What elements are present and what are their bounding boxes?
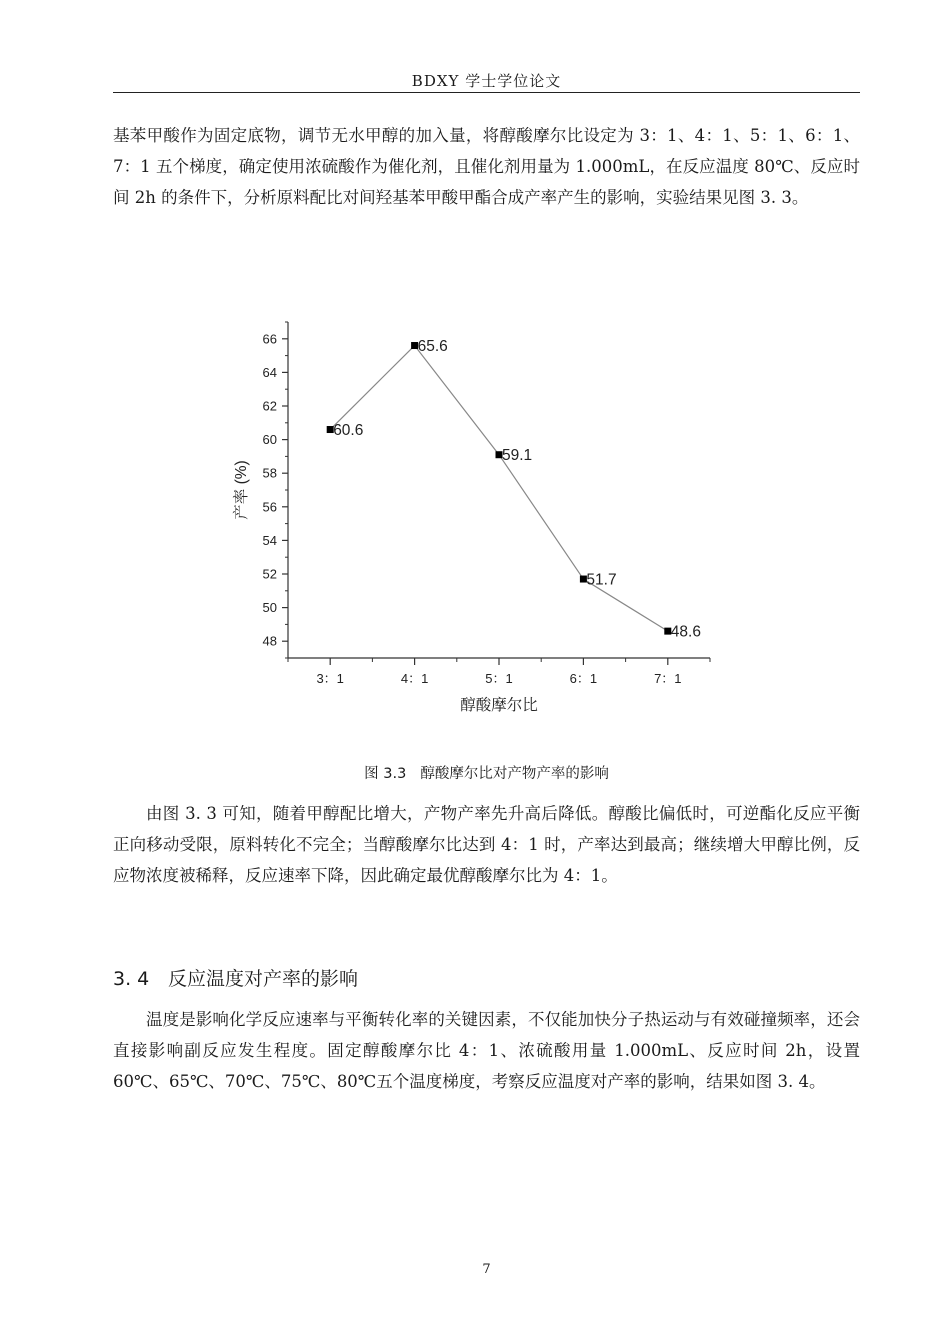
section-heading — [113, 964, 358, 991]
x-tick-label: 7：1 — [654, 671, 682, 686]
yield-chart — [200, 310, 760, 730]
data-label: 65.6 — [417, 338, 448, 356]
y-tick-label: 52 — [262, 566, 277, 582]
y-tick-label: 54 — [262, 532, 277, 548]
running-header: BDXY 学士学位论文 — [411, 72, 562, 90]
x-tick-label: 6：1 — [569, 671, 598, 686]
x-tick-label: 3：1 — [316, 671, 344, 686]
x-tick-label: 4：1 — [400, 671, 429, 686]
paragraph-3: 温度是影响化学反应速率与平衡转化率的关键因素，不仅能加快分子热运动与有效碰撞频率，还会直接影响副反应发生程度。固定醇酸摩尔比 4：1、浓硫酸用量 1.000mL、反应时间 2h，设置 60℃、65℃、70℃、75℃、80℃五个温度梯度，考察反应温度对产率的影响，结果如图 3. 4。 — [113, 1010, 860, 1091]
figure-caption — [113, 762, 860, 783]
x-axis-title: 醇酸摩尔比 — [460, 697, 538, 714]
header-rule — [113, 92, 860, 93]
y-tick-label: 56 — [262, 499, 277, 515]
y-tick-label: 50 — [262, 600, 277, 616]
chart-root — [232, 322, 710, 714]
paragraph-2: 由图 3. 3 可知，随着甲醇配比增大，产物产率先升高后降低。醇酸比偏低时，可逆酯化反应平衡正向移动受限，原料转化不完全；当醇酸摩尔比达到 4：1 时，产率达到最高；继续增大甲醇比例，反应物浓度被稀释，反应速率下降，因此确定最优醇酸摩尔比为 4：1。 — [113, 804, 860, 885]
y-tick-label: 64 — [262, 364, 277, 380]
y-tick-label: 58 — [262, 465, 277, 481]
y-tick-label: 48 — [262, 633, 277, 649]
y-tick-label: 66 — [262, 331, 277, 347]
y-axis-title: 产率 (%) — [233, 460, 250, 520]
page-number: 7 — [482, 1262, 491, 1277]
figure-title: 醇酸摩尔比对产物产率的影响 — [420, 766, 609, 782]
paragraph-1: 基苯甲酸作为固定底物，调节无水甲醇的加入量，将醇酸摩尔比设定为 3：1、4：1、5：1、6：1、7：1 五个梯度，确定使用浓硫酸作为催化剂，且催化剂用量为 1.000mL，在反应温度 80℃、反应时间 2h 的条件下，分析原料配比对间羟基苯甲酸甲酯合成产率产生的影响，实验结果见图 3. 3。 — [113, 126, 860, 207]
figure-number: 图 3.3 — [364, 766, 407, 782]
y-tick-label: 62 — [262, 398, 277, 414]
data-label: 51.7 — [586, 571, 617, 589]
section-number: 3. 4 — [113, 968, 150, 990]
y-tick-label: 60 — [262, 432, 277, 448]
series-line — [330, 346, 668, 632]
x-tick-label: 5：1 — [485, 671, 513, 686]
section-title: 反应温度对产率的影响 — [168, 968, 359, 990]
data-label: 59.1 — [502, 447, 533, 465]
data-label: 60.6 — [333, 422, 364, 440]
data-label: 48.6 — [670, 623, 701, 641]
